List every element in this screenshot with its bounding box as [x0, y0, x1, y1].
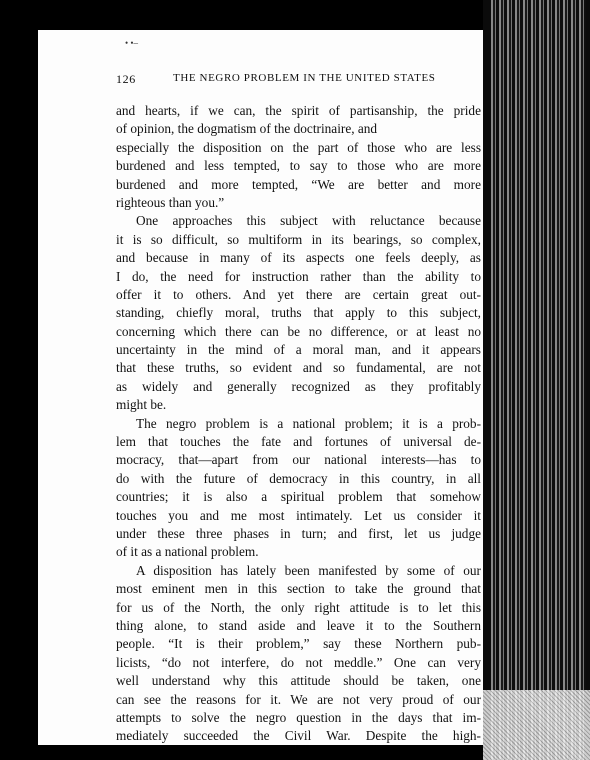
text-line: might be.	[116, 397, 167, 413]
text-line: One approaches this subject with reluctance because	[136, 213, 481, 229]
book-gutter	[483, 0, 590, 760]
text-line: people. “It is their problem,” say these Northern pub-	[116, 636, 481, 652]
text-line: under these three phases in turn; and first, let us judge	[116, 525, 481, 541]
text-line: mocracy, that—apart from our national interests—has to	[116, 452, 481, 468]
text-line: mediately succeeded the Civil War. Despite the high-	[116, 728, 481, 744]
text-line: A disposition has lately been manifested by some of our	[136, 562, 481, 578]
text-line: uncertainty in the mind of a moral man, and it appears	[116, 342, 481, 358]
text-line: concerning which there can be no difference, or at least no	[116, 323, 481, 339]
text-line: well understand why this attitude should be taken, one	[116, 673, 481, 689]
text-line: The negro problem is a national problem; it is a prob-	[136, 415, 481, 431]
page-edges	[491, 0, 586, 760]
body-text	[116, 102, 496, 746]
text-line: of opinion, the dogmatism of the doctrinaire, and	[116, 121, 378, 137]
text-line: burdened and more tempted, “We are better and more	[116, 176, 481, 192]
page-number: 126	[116, 72, 136, 86]
text-line: for us of the North, the only right attitude is to let this	[116, 599, 481, 615]
print-speck: • •–	[125, 38, 139, 48]
text-line: do with the future of democracy in this country, in all	[116, 470, 481, 486]
text-line: and because in many of its aspects one feels deeply, as	[116, 250, 481, 266]
text-line: of it as a national problem.	[116, 544, 259, 560]
text-line: licists, “do not interfere, do not meddle.” One can very	[116, 654, 481, 670]
text-line: standing, chiefly moral, truths that apply to this subject,	[116, 305, 481, 321]
text-line: that these truths, so evident and so fundamental, are not	[116, 360, 481, 376]
running-title: THE NEGRO PROBLEM IN THE UNITED STATES	[173, 72, 436, 84]
text-line: touches you and me most intimately. Let us consider it	[116, 507, 481, 523]
text-line: lem that touches the fate and fortunes of universal de-	[116, 434, 481, 450]
text-line: countries; it is also a spiritual problem that somehow	[116, 489, 481, 505]
text-line: can see the reasons for it. We are not very proud of our	[116, 691, 481, 707]
text-line: offer it to others. And yet there are certain great out-	[116, 286, 481, 302]
text-line: I do, the need for instruction rather than the ability to	[116, 268, 481, 284]
text-line: thing alone, to stand aside and leave it to the Southern	[116, 617, 481, 633]
text-line: attempts to solve the negro question in the days that im-	[116, 709, 481, 725]
text-line: burdened and less tempted, to say to those who are more	[116, 158, 481, 174]
text-line: especially the disposition on the part of those who are less	[116, 139, 481, 155]
text-line: as widely and generally recognized as they profitably	[116, 378, 481, 394]
text-line: and hearts, if we can, the spirit of partisanship, the pride	[116, 103, 481, 118]
page-edges-bottom	[483, 690, 590, 760]
text-line: righteous than you.”	[116, 194, 225, 210]
text-line: it is so difficult, so multiform in its bearings, so complex,	[116, 231, 481, 247]
text-line: most eminent men in this section to take the ground that	[116, 581, 481, 597]
